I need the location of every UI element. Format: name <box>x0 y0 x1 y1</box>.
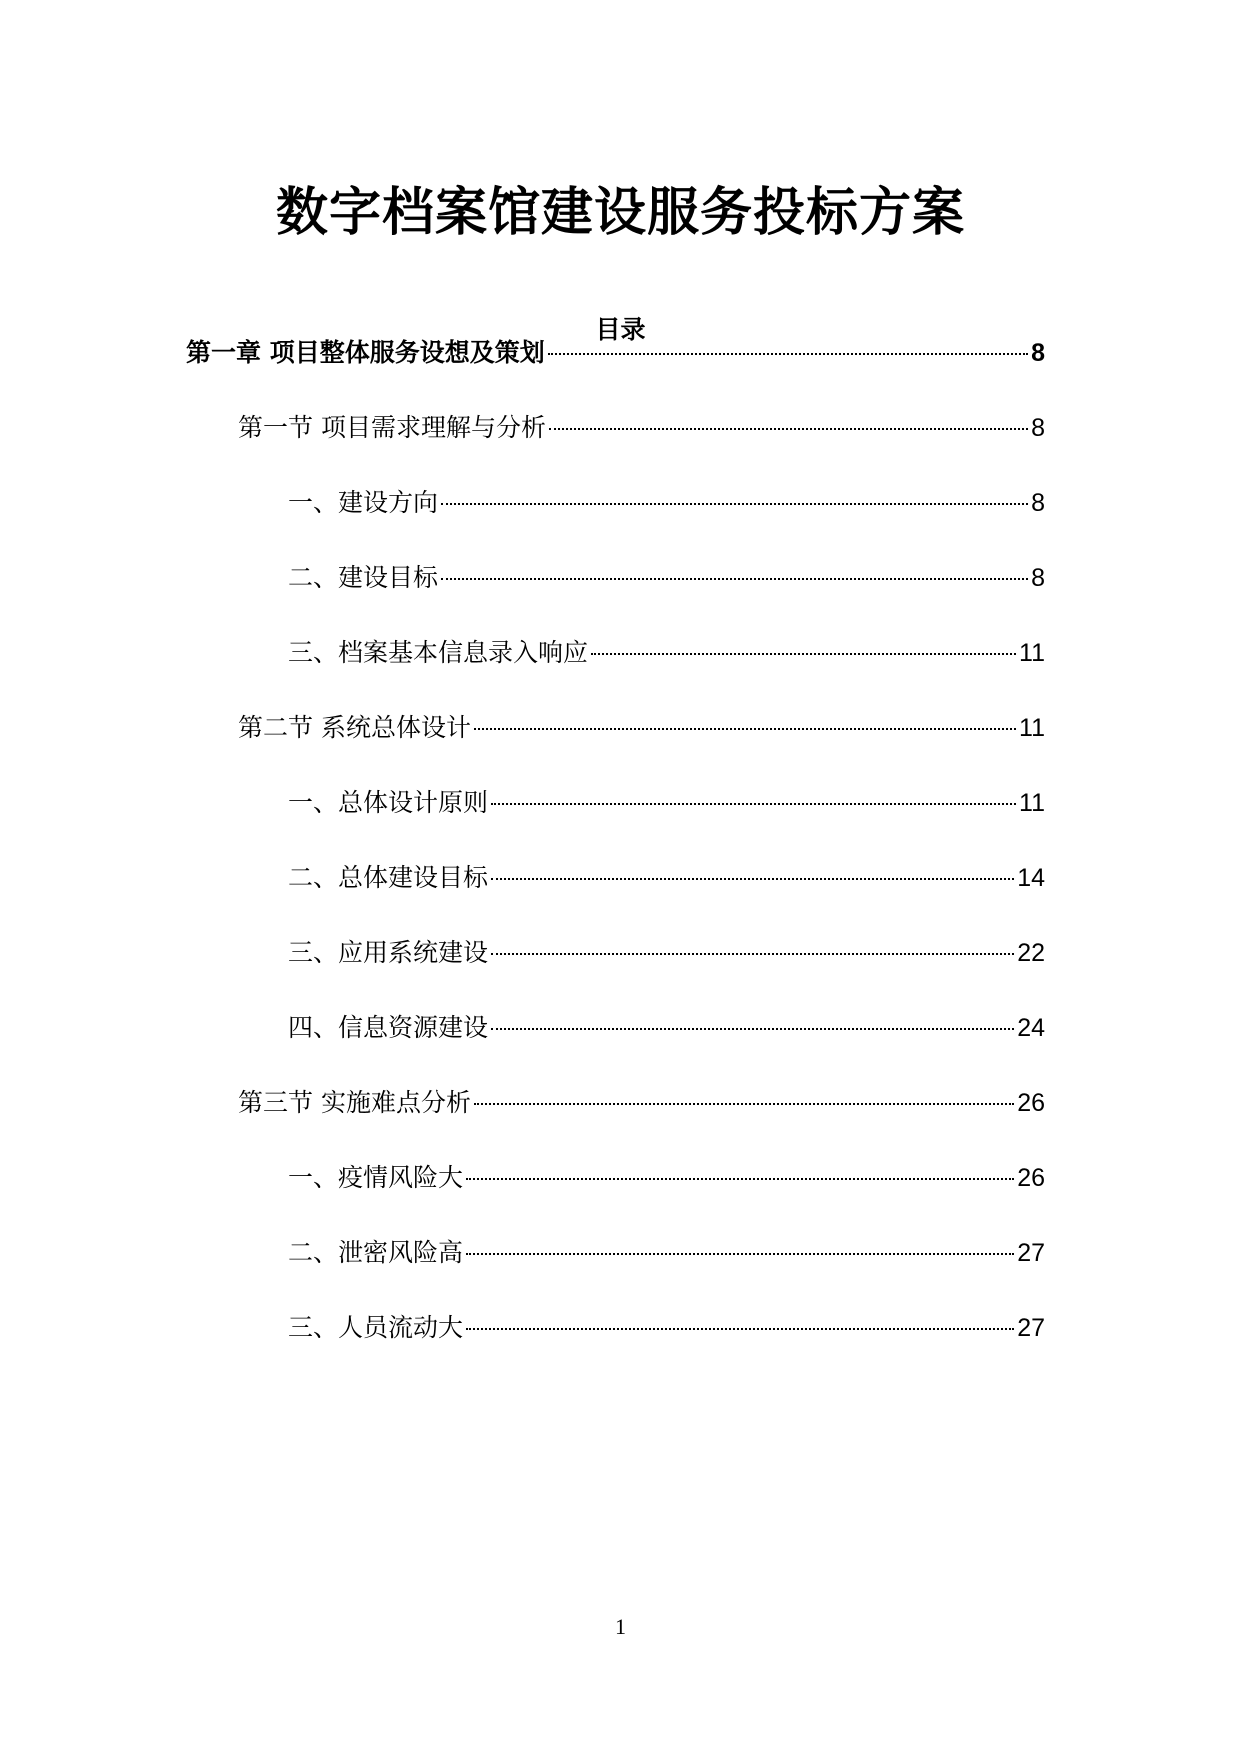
document-title: 数字档案馆建设服务投标方案 <box>275 183 965 243</box>
toc-entry-chapter-1[interactable] <box>186 333 1045 373</box>
toc-entry-page: 27 <box>1017 1314 1045 1342</box>
toc-entry-page: 8 <box>1031 564 1045 592</box>
toc-entry-page: 8 <box>1031 414 1045 442</box>
toc-entry-text: 二、建设目标 <box>288 563 439 592</box>
toc-entry-text: 第一章 项目整体服务设想及策划 <box>186 338 545 367</box>
toc-entry-item[interactable] <box>288 783 1045 823</box>
toc-entry-page: 8 <box>1031 489 1045 517</box>
toc-dot-leader <box>491 953 1014 955</box>
toc-dot-leader <box>474 1103 1014 1105</box>
toc-entry-item[interactable] <box>288 558 1045 598</box>
toc-heading: 目录 <box>595 315 646 344</box>
toc-entry-text: 三、人员流动大 <box>288 1313 464 1342</box>
toc-entry-page: 11 <box>1019 789 1045 817</box>
toc-entry-item[interactable] <box>288 933 1045 973</box>
toc-dot-leader <box>591 653 1016 655</box>
toc-entry-item[interactable] <box>288 858 1045 898</box>
toc-entry-section-2[interactable] <box>238 708 1045 748</box>
toc-entry-section-1[interactable] <box>238 408 1045 448</box>
toc-entry-text: 一、疫情风险大 <box>288 1163 464 1192</box>
page-number: 1 <box>615 1614 626 1639</box>
toc-dot-leader <box>441 578 1028 580</box>
toc-entry-text: 四、信息资源建设 <box>288 1013 489 1042</box>
toc-dot-leader <box>491 878 1014 880</box>
toc-dot-leader <box>548 353 1028 355</box>
toc-entry-text: 一、总体设计原则 <box>288 788 489 817</box>
toc-entry-text: 三、档案基本信息录入响应 <box>288 638 589 667</box>
toc-dot-leader <box>491 1028 1014 1030</box>
toc-entry-text: 第三节 实施难点分析 <box>238 1088 471 1117</box>
toc-entry-text: 三、应用系统建设 <box>288 938 489 967</box>
toc-entry-item[interactable] <box>288 633 1045 673</box>
toc-entry-item[interactable] <box>288 483 1045 523</box>
toc-entry-page: 11 <box>1019 714 1045 742</box>
toc-dot-leader <box>474 728 1016 730</box>
toc-entry-section-3[interactable] <box>238 1083 1045 1123</box>
toc-dot-leader <box>491 803 1016 805</box>
toc-dot-leader <box>466 1253 1014 1255</box>
toc-dot-leader <box>441 503 1028 505</box>
toc-entry-page: 26 <box>1017 1164 1045 1192</box>
toc-dot-leader <box>466 1178 1014 1180</box>
toc-entry-page: 22 <box>1017 939 1045 967</box>
toc-entry-page: 11 <box>1019 639 1045 667</box>
toc-entry-page: 26 <box>1017 1089 1045 1117</box>
toc-entry-page: 27 <box>1017 1239 1045 1267</box>
toc-dot-leader <box>549 428 1028 430</box>
toc-dot-leader <box>466 1328 1014 1330</box>
toc-entry-item[interactable] <box>288 1308 1045 1348</box>
toc-entry-item[interactable] <box>288 1008 1045 1048</box>
toc-entry-text: 二、总体建设目标 <box>288 863 489 892</box>
toc-entry-page: 24 <box>1017 1014 1045 1042</box>
toc-entry-item[interactable] <box>288 1233 1045 1273</box>
toc-entry-text: 第一节 项目需求理解与分析 <box>238 413 546 442</box>
toc-entry-item[interactable] <box>288 1158 1045 1198</box>
toc-entry-text: 二、泄密风险高 <box>288 1238 464 1267</box>
toc-entry-text: 一、建设方向 <box>288 488 439 517</box>
toc-entry-text: 第二节 系统总体设计 <box>238 713 471 742</box>
toc-entry-page: 14 <box>1017 864 1045 892</box>
toc-entry-page: 8 <box>1031 339 1045 367</box>
